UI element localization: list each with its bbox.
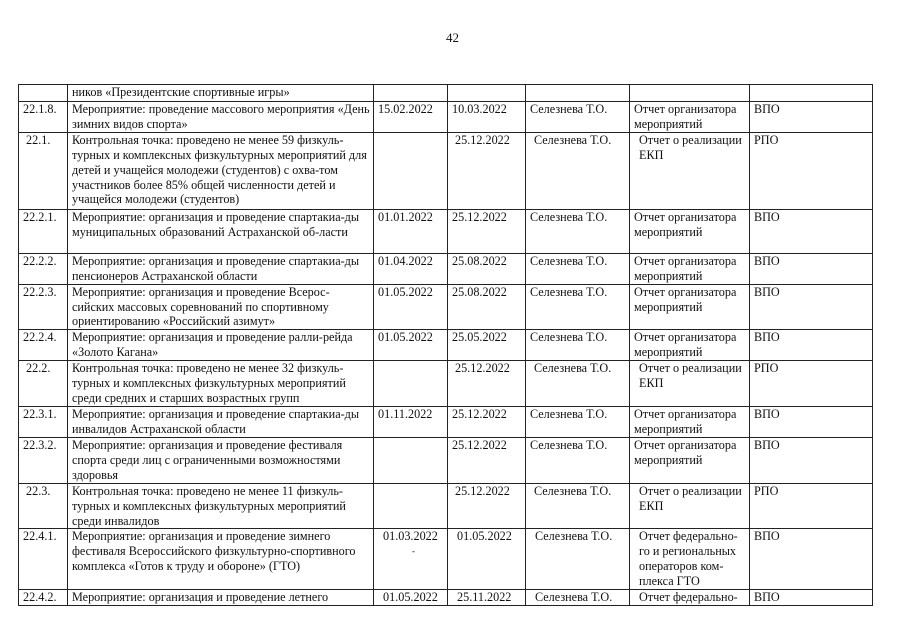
start-date <box>374 437 448 483</box>
executor: Селезнева Т.О. <box>526 361 630 407</box>
document-kind: ВПО <box>750 253 873 284</box>
event-description: Мероприятие: проведение массового мероприятия «День зимних видов спорта» <box>68 102 374 133</box>
end-date <box>448 85 526 102</box>
document-kind: РПО <box>750 483 873 529</box>
event-description: Мероприятие: организация и проведение Всерос-сийских массовых соревнований по спортивному ориентированию «Российский азимут» <box>68 284 374 330</box>
document-kind: ВПО <box>750 437 873 483</box>
document-kind: ВПО <box>750 407 873 438</box>
end-date: 10.03.2022 <box>448 102 526 133</box>
event-description: Мероприятие: организация и проведение спартакиа-ды пенсионеров Астраханской области <box>68 253 374 284</box>
report-document: Отчет федерально- <box>630 590 750 606</box>
event-description: Контрольная точка: проведено не менее 59 физкуль-турных и комплексных физкультурных мероприятий для детей и учащейся молодежи (студентов) с охва-том участников более 85% общей численности детей и учащейся молодежи (студентов) <box>68 132 374 209</box>
document-kind: ВПО <box>750 330 873 361</box>
report-document: Отчет организатора мероприятий <box>630 253 750 284</box>
row-number: 22.2.1. <box>19 209 68 253</box>
start-date <box>374 361 448 407</box>
start-date-cell <box>374 529 448 590</box>
report-document: Отчет организатора мероприятий <box>630 407 750 438</box>
table-row <box>19 284 873 330</box>
executor: Селезнева Т.О. <box>526 284 630 330</box>
table-row <box>19 209 873 253</box>
event-description: Мероприятие: организация и проведение спартакиа-ды муниципальных образований Астраханской об-ласти <box>68 209 374 253</box>
table-row <box>19 437 873 483</box>
table-row <box>19 407 873 438</box>
page-number: 42 <box>446 30 459 45</box>
start-date: 01.03.2022 <box>383 529 438 544</box>
executor: Селезнева Т.О. <box>526 590 630 606</box>
start-date: 01.01.2022 <box>374 209 448 253</box>
executor: Селезнева Т.О. <box>526 132 630 209</box>
row-number: 22.1. <box>19 132 68 209</box>
executor <box>526 85 630 102</box>
row-number: 22.1.8. <box>19 102 68 133</box>
document-kind: ВПО <box>750 529 873 590</box>
end-date: 25.12.2022 <box>448 132 526 209</box>
executor: Селезнева Т.О. <box>526 330 630 361</box>
executor: Селезнева Т.О. <box>526 529 630 590</box>
start-date: 01.05.2022 <box>374 590 448 606</box>
event-description: Контрольная точка: проведено не менее 11 физкуль-турных и комплексных физкультурных мероприятий среди инвалидов <box>68 483 374 529</box>
document-kind: ВПО <box>750 102 873 133</box>
row-number: 22.2.3. <box>19 284 68 330</box>
report-document: Отчет федерально-го и региональных операторов ком-плекса ГТО <box>630 529 750 590</box>
row-number: 22.2.4. <box>19 330 68 361</box>
row-number: 22.2. <box>19 361 68 407</box>
start-date: 01.04.2022 <box>374 253 448 284</box>
end-date: 25.11.2022 <box>448 590 526 606</box>
report-document: Отчет организатора мероприятий <box>630 330 750 361</box>
end-date: 25.12.2022 <box>448 407 526 438</box>
document-kind <box>750 85 873 102</box>
document-kind: РПО <box>750 361 873 407</box>
table-row <box>19 361 873 407</box>
report-document <box>630 85 750 102</box>
row-number: 22.3. <box>19 483 68 529</box>
event-description: Мероприятие: организация и проведение ралли-рейда «Золото Кагана» <box>68 330 374 361</box>
start-date <box>374 132 448 209</box>
row-number: 22.2.2. <box>19 253 68 284</box>
executor: Селезнева Т.О. <box>526 437 630 483</box>
executor: Селезнева Т.О. <box>526 102 630 133</box>
end-date: 25.12.2022 <box>448 209 526 253</box>
event-description: Мероприятие: организация и проведение зимнего фестиваля Всероссийского физкультурно-спортивного комплекса «Готов к труду и обороне» (ГТО) <box>68 529 374 590</box>
row-number: 22.4.1. <box>19 529 68 590</box>
report-document: Отчет организатора мероприятий <box>630 437 750 483</box>
report-document: Отчет о реализации ЕКП <box>630 132 750 209</box>
end-date: 25.12.2022 <box>448 437 526 483</box>
document-kind: ВПО <box>750 209 873 253</box>
events-table <box>18 84 873 606</box>
event-description: Мероприятие: организация и проведение фестиваля спорта среди лиц с ограниченными возможностями здоровья <box>68 437 374 483</box>
start-date: 01.11.2022 <box>374 407 448 438</box>
report-document: Отчет организатора мероприятий <box>630 102 750 133</box>
row-number: 22.3.1. <box>19 407 68 438</box>
document-kind: РПО <box>750 132 873 209</box>
executor: Селезнева Т.О. <box>526 483 630 529</box>
document-kind: ВПО <box>750 590 873 606</box>
report-document: Отчет организатора мероприятий <box>630 284 750 330</box>
table-row <box>19 253 873 284</box>
end-date: 25.05.2022 <box>448 330 526 361</box>
end-date: 25.08.2022 <box>448 253 526 284</box>
table-row <box>19 132 873 209</box>
executor: Селезнева Т.О. <box>526 209 630 253</box>
table-row <box>19 102 873 133</box>
event-description: ников «Президентские спортивные игры» <box>68 85 374 102</box>
event-description: Контрольная точка: проведено не менее 32 физкуль-турных и комплексных физкультурных мероприятий среди средних и старших возрастных групп <box>68 361 374 407</box>
table-row <box>19 85 873 102</box>
table-row <box>19 330 873 361</box>
row-number: 22.4.2. <box>19 590 68 606</box>
end-date: 25.12.2022 <box>448 361 526 407</box>
table-row <box>19 590 873 606</box>
table-row <box>19 529 873 590</box>
report-document: Отчет о реализации ЕКП <box>630 361 750 407</box>
report-document: Отчет организатора мероприятий <box>630 209 750 253</box>
start-date: 01.05.2022 <box>374 284 448 330</box>
report-document: Отчет о реализации ЕКП <box>630 483 750 529</box>
end-date: 25.12.2022 <box>448 483 526 529</box>
row-number <box>19 85 68 102</box>
table-row <box>19 483 873 529</box>
event-description: Мероприятие: организация и проведение спартакиа-ды инвалидов Астраханской области <box>68 407 374 438</box>
row-number: 22.3.2. <box>19 437 68 483</box>
end-date: 01.05.2022 <box>448 529 526 590</box>
start-date <box>374 483 448 529</box>
start-date-mark: - <box>412 546 415 557</box>
event-description: Мероприятие: организация и проведение летнего <box>68 590 374 606</box>
start-date: 01.05.2022 <box>374 330 448 361</box>
executor: Селезнева Т.О. <box>526 407 630 438</box>
start-date: 15.02.2022 <box>374 102 448 133</box>
end-date: 25.08.2022 <box>448 284 526 330</box>
executor: Селезнева Т.О. <box>526 253 630 284</box>
start-date <box>374 85 448 102</box>
document-kind: ВПО <box>750 284 873 330</box>
